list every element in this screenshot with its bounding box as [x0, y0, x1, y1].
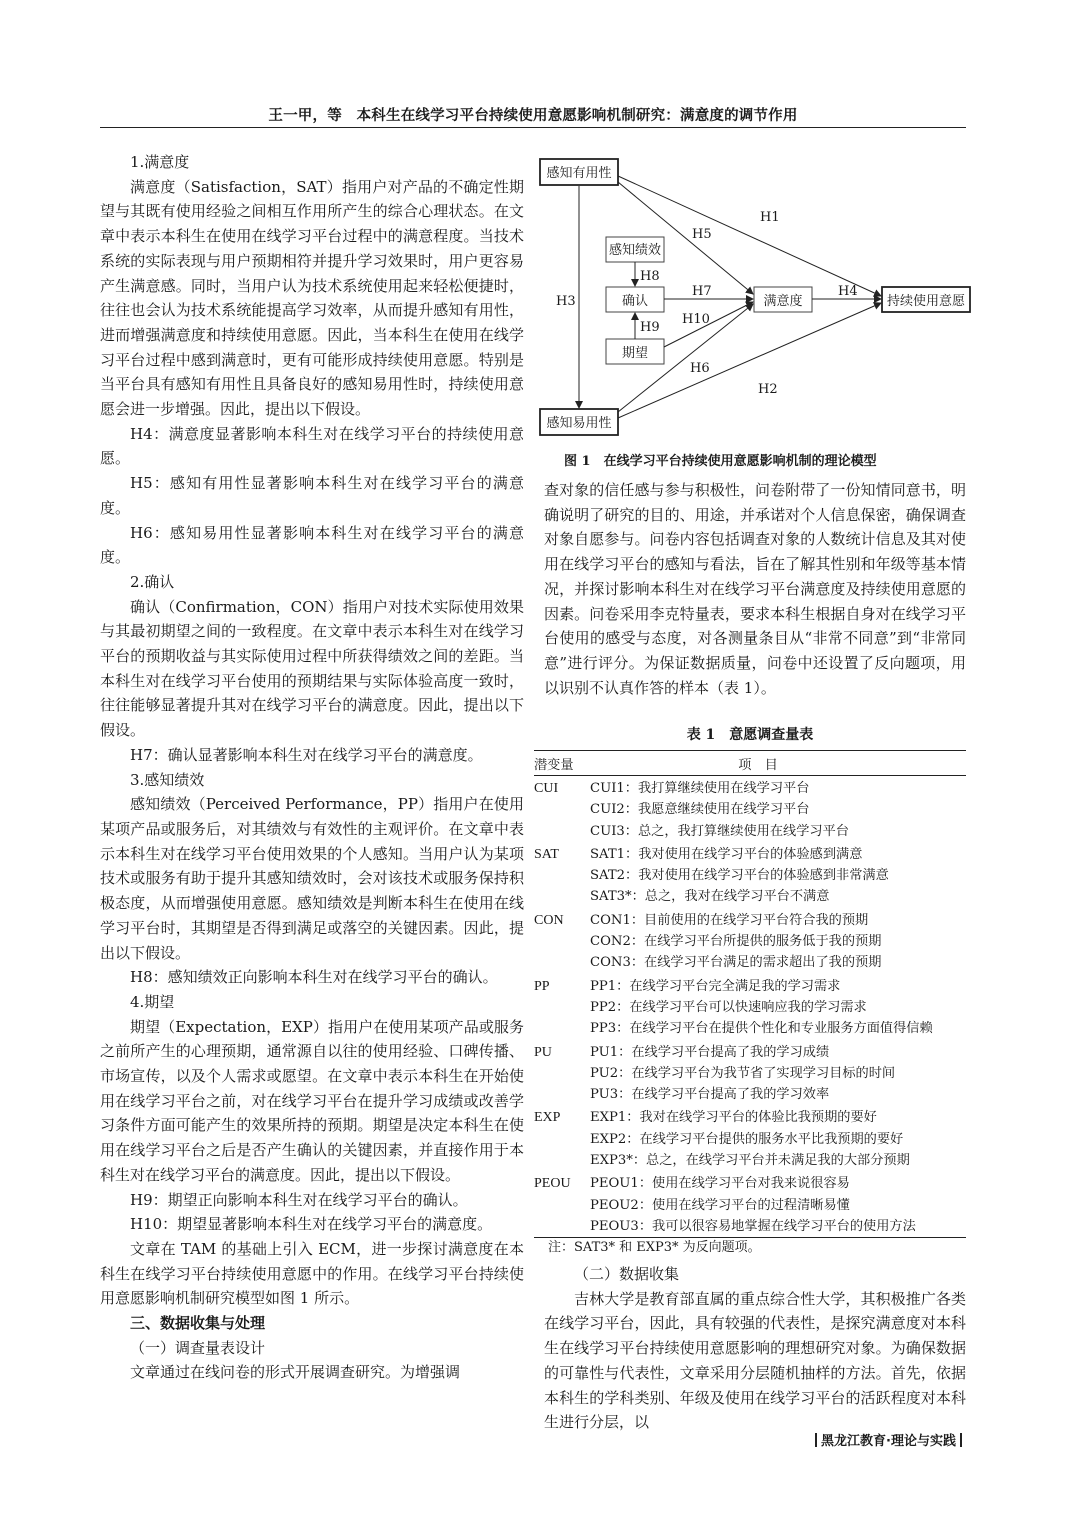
measurement-item: CUI2：我愿意继续使用在线学习平台	[590, 802, 810, 818]
body-paragraph: H7：确认显著影响本科生对在线学习平台的满意度。	[130, 745, 483, 764]
body-paragraph: 文章在 TAM 的基础上引入 ECM，进一步探讨满意度在本科生在线学习平台持续使用意愿中的作用。在线学习平台持续使用意愿影响机制研究模型如图 1 所示。	[100, 1239, 524, 1308]
latent-variable: CON	[534, 912, 564, 928]
body-paragraph: 吉林大学是教育部直属的重点综合性大学，其积极推广各类在线学习平台，因此，具有较强的代表性，是探究满意度对本科生在线学习平台持续使用意愿影响的理想研究对象。为确保数据的可靠性与代表性，文章采用分层随机抽样的方法。首先，依据本科生的学科类别、年级及使用在线学习平台的活跃程度对本科生进行分层，以	[544, 1289, 966, 1432]
table-row	[534, 1171, 966, 1237]
right-column-top	[544, 478, 966, 700]
running-header: 王一甲，等 本科生在线学习平台持续使用意愿影响机制研究：满意度的调节作用	[268, 108, 798, 124]
node-con-label: 确认	[621, 294, 649, 309]
measurement-item: CUI3：总之，我打算继续使用在线学习平台	[590, 823, 849, 839]
body-paragraph: H9：期望正向影响本科生对在线学习平台的确认。	[130, 1190, 468, 1209]
figure-caption: 图 1 在线学习平台持续使用意愿影响机制的理论模型	[564, 454, 877, 469]
label-h1: H1	[760, 210, 780, 225]
label-h10: H10	[682, 312, 710, 327]
measurement-item: PU3：在线学习平台提高了我的学习效率	[590, 1087, 830, 1103]
table-row	[534, 908, 966, 974]
label-h8: H8	[640, 269, 660, 284]
measurement-item: PP1：在线学习平台完全满足我的学习需求	[590, 978, 841, 994]
label-h6: H6	[690, 361, 710, 376]
section-heading: 1.满意度	[130, 153, 190, 171]
col-header-item: 项 目	[738, 757, 778, 773]
section-heading: 2.确认	[130, 572, 175, 591]
node-pp-label: 感知绩效	[608, 243, 662, 258]
section-heading: （一）调查量表设计	[130, 1338, 266, 1357]
table-row	[534, 1105, 966, 1171]
label-h9: H9	[640, 320, 660, 335]
measurement-item: SAT3*：总之，我对在线学习平台不满意	[590, 889, 830, 905]
latent-variable: PEOU	[534, 1176, 571, 1192]
body-paragraph: H10：期望显著影响本科生对在线学习平台的满意度。	[130, 1215, 493, 1234]
body-paragraph: 期望（Expectation，EXP）指用户在使用某项产品或服务之前所产生的心理预期，通常源自以往的使用经验、口碑传播、市场宣传，以及个人需求或愿望。在文章中表示本科生在开始使用在线学习平台之前，对在线学习平台在提升学习成绩或改善学习条件方面可能产生的效果所持的预期。期望是决定本科生在使用在线学习平台之后是否产生确认的关键因素，并直接作用于本科生对在线学习平台的满意度。因此，提出以下假设。	[100, 1017, 524, 1184]
latent-variable: PU	[534, 1044, 552, 1060]
survey-table	[534, 750, 966, 1238]
node-sat-label: 满意度	[763, 294, 803, 309]
measurement-item: CON2：在线学习平台所提供的服务低于我的预期	[590, 934, 882, 950]
table-row	[534, 776, 966, 842]
measurement-item: CON3：在线学习平台满足的需求超出了我的预期	[590, 955, 882, 971]
measurement-item: PU2：在线学习平台为我节省了实现学习目标的时间	[590, 1065, 896, 1081]
latent-variable: PP	[534, 978, 550, 994]
label-h4: H4	[838, 284, 858, 299]
body-paragraph: 文章通过在线问卷的形式开展调查研究。为增强调	[130, 1363, 461, 1382]
label-h7: H7	[692, 284, 712, 299]
journal-footer	[788, 1430, 966, 1449]
node-exp-label: 期望	[621, 346, 649, 361]
measurement-item: PEOU3：我可以很容易地掌握在线学习平台的使用方法	[590, 1218, 916, 1234]
measurement-item: PP3：在线学习平台在提供个性化和专业服务方面值得信赖	[590, 1021, 933, 1037]
latent-variable: SAT	[534, 846, 559, 862]
latent-variable: EXP	[534, 1110, 561, 1126]
left-column	[100, 150, 524, 1385]
measurement-item: PEOU1：使用在线学习平台对我来说很容易	[590, 1176, 850, 1192]
body-paragraph: H6：感知易用性显著影响本科生对在线学习平台的满意度。	[100, 523, 524, 567]
body-paragraph: 感知绩效（Perceived Performance，PP）指用户在使用某项产品或服务后，对其绩效与有效性的主观评价。在文章中表示本科生对在线学习平台使用效果的个人感知。当用户认为某项技术或服务有助于提升其感知绩效时，会对该技术或服务保持积极态度，从而增强使用意愿。感知绩效是判断本科生在使用在线学习平台时，其期望是否得到满足或落空的关键因素。因此，提出以下假设。	[100, 795, 524, 962]
figure-1-diagram	[534, 150, 974, 440]
measurement-item: PU1：在线学习平台提高了我的学习成绩	[590, 1044, 830, 1060]
table-row	[534, 1040, 966, 1106]
measurement-item: PEOU2：使用在线学习平台的过程清晰易懂	[590, 1197, 850, 1213]
body-paragraph: 确认（Confirmation，CON）指用户对技术实际使用效果与其最初期望之间的一致程度。在文章中表示本科生对在线学习平台的预期收益与其实际使用过程中所获得绩效之间的差距。当本科生对在线学习平台使用的预期结果与实际体验高度一致时，往往能够显著提升其对在线学习平台的满意度。因此，提出以下假设。	[100, 597, 524, 740]
col-header-variable: 潜变量	[534, 757, 574, 773]
node-peou-label: 感知易用性	[546, 416, 612, 431]
label-h5: H5	[692, 227, 712, 242]
node-cui-label: 持续使用意愿	[886, 294, 966, 309]
section-heading: 3.感知绩效	[130, 770, 205, 789]
measurement-item: EXP2：在线学习平台提供的服务水平比我预期的要好	[590, 1131, 904, 1147]
table-header	[534, 751, 966, 775]
measurement-item: SAT2：我对使用在线学习平台的体验感到非常满意	[590, 868, 889, 884]
journal-name: 黑龙江教育·理论与实践	[821, 1434, 956, 1449]
latent-variable: CUI	[534, 781, 559, 796]
header-rule	[100, 127, 966, 128]
measurement-item: SAT1：我对使用在线学习平台的体验感到满意	[590, 846, 863, 862]
node-pu-label: 感知有用性	[546, 166, 612, 181]
body-paragraph: 查对象的信任感与参与积极性，问卷附带了一份知情同意书，明确说明了研究的目的、用途，并承诺对个人信息保密，确保调查对象自愿参与。问卷内容包括调查对象的人数统计信息及其对使用在线学习平台的感知与看法，旨在了解其性别和年级等基本情况，并探讨影响本科生对在线学习平台满意度及持续使用意愿的因素。问卷采用李克特量表，要求本科生根据自身对在线学习平台使用的感受与态度，对各测量条目从“非常不同意”到“非常同意”进行评分。为保证数据质量，问卷中还设置了反向题项，用以识别不认真作答的样本（表 1）。	[544, 481, 966, 697]
body-paragraph: H5：感知有用性显著影响本科生对在线学习平台的满意度。	[100, 474, 524, 517]
measurement-item: CON1：目前使用的在线学习平台符合我的预期	[590, 912, 869, 928]
table-row	[534, 974, 966, 1040]
section-heading: 三、数据收集与处理	[130, 1314, 266, 1333]
body-paragraph: H4：满意度显著影响本科生对在线学习平台的持续使用意愿。	[100, 424, 524, 468]
table-row	[534, 842, 966, 908]
measurement-item: EXP1：我对在线学习平台的体验比我预期的要好	[590, 1110, 877, 1126]
measurement-item: PP2：在线学习平台可以快速响应我的学习需求	[590, 999, 867, 1015]
measurement-item: CUI1：我打算继续使用在线学习平台	[590, 781, 810, 796]
label-h3: H3	[556, 294, 576, 309]
body-paragraph: H8：感知绩效正向影响本科生对在线学习平台的确认。	[130, 968, 498, 987]
table-title: 表 1 意愿调查量表	[686, 727, 814, 743]
right-column-bottom	[544, 1262, 966, 1435]
measurement-item: EXP3*：总之，在线学习平台并未满足我的大部分预期	[590, 1153, 910, 1169]
subsection-heading: （二）数据收集	[574, 1265, 680, 1283]
body-paragraph: 满意度（Satisfaction，SAT）指用户对产品的不确定性期望与其既有使用经验之间相互作用所产生的综合心理状态。在文章中表示本科生在使用在线学习平台过程中的满意程度。当技术系统的实际表现与用户预期相符并提升学习效果时，用户更容易产生满意感。同时，当用户认为技术系统使用起来轻松便捷时，往往也会认为技术系统能提高学习效率，从而提升感知有用性，进而增强满意度和持续使用意愿。因此，当本科生在使用在线学习平台过程中感到满意时，更有可能形成持续使用意愿。特别是当平台具有感知有用性且具备良好的感知易用性时，持续使用意愿会进一步增强。因此，提出以下假设。	[100, 177, 524, 419]
table-note: 注：SAT3* 和 EXP3* 为反向题项。	[548, 1240, 761, 1255]
label-h2: H2	[758, 382, 778, 397]
section-heading: 4.期望	[130, 992, 175, 1011]
